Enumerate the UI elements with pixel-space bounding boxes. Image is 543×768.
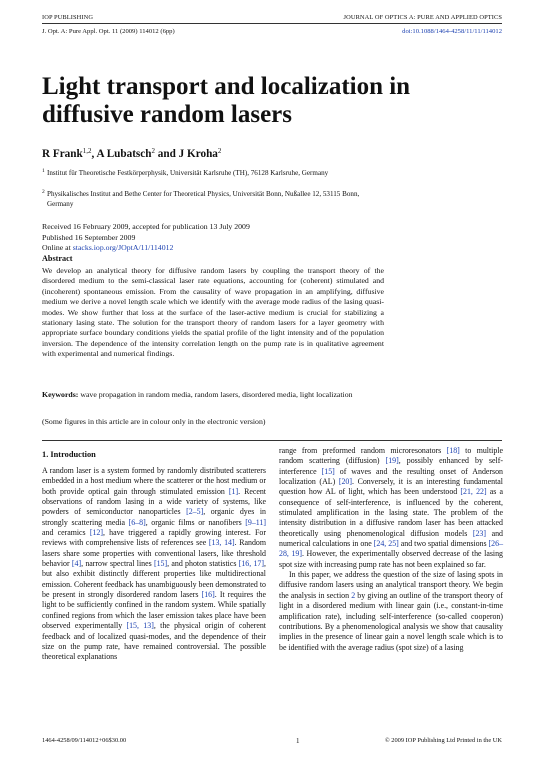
affiliation (42, 190, 372, 210)
copyright: © 2009 IOP Publishing Ltd Printed in the UK (384, 737, 502, 744)
left-column (42, 466, 266, 663)
abstract-heading: Abstract (42, 254, 73, 263)
citation-link[interactable]: [15] (153, 559, 168, 569)
publisher-name: IOP PUBLISHING (42, 14, 94, 21)
section-heading: 1. Introduction (42, 450, 96, 459)
author-affil-mark: 1,2 (82, 147, 92, 155)
paragraph: A random laser is a system formed by randomly distributed scatterers embedded in a host medium where the scatterer or the host medium or both provide optical gain through stimulated emission [1]. Recent observations of random lasing in a wide variety of systems, like powders of semiconductor nanoparticles [2–5], organic dyes in strongly scattering media [6–8], organic films or nanofibers [9–11] and ceramics [12], have triggered a rapidly growing interest. For reviews with comprehensive lists of references see [13, 14]. Random lasers share some properties with conventional lasers, like threshold behavior [4], narrow spectral lines [15], and photon statistics [16, 17], but also exhibit distinctly different properties like multidirectional emission. Coherent feedback has unambiguously been demonstrated to be present in strongly disordered random lasers [16]. It requires the light to be sufficiently confined in the random system. While spatially confined regions from which the laser emission takes place have been observed experimentally [15, 13], the physical origin of coherent feedback and of localized quasi-modes, and the dependence of their size on the pump rate, have remained controversial. The possible theoretical explanations (42, 466, 267, 662)
colour-note: (Some figures in this article are in colour only in the electronic version) (42, 417, 266, 426)
citation-link[interactable]: [19] (385, 456, 399, 466)
citation-link[interactable]: [4] (71, 559, 82, 569)
header-rule (42, 23, 502, 24)
citation-link[interactable]: [13, 14] (208, 538, 235, 548)
citation-link[interactable]: [6–8] (128, 517, 146, 527)
doi-link[interactable]: doi:10.1088/1464-4258/11/11/114012 (402, 28, 502, 35)
author-affil-mark: 2 (217, 147, 222, 155)
citation-link[interactable]: [23] (472, 528, 487, 538)
received-date: Received 16 February 2009, accepted for publication 13 July 2009 (42, 222, 250, 231)
citation-link[interactable]: [24, 25] (373, 539, 399, 549)
paragraph: range from preformed random microresonators [18] to multiple random scattering (diffusion) [19], possibly enhanced by self-interference [15] of waves and the resulting onset of Anderson localization (AL) [20]. Conversely, it is an interesting fundamental question how AL of light, which has been understood [21, 22] as a consequence of self-interference, is influenced by the coherent, stimulated amplification in the lasing state. The problem of the intensity distribution in a diffusive random laser has been attacked theoretically using phenomenological diffusion models [23] and numerical calculations in one [24, 25] and two spatial dimensions [26–28, 19]. However, the experimentally observed decrease of the lasing spot size with increasing pump rate has not been explained so far. (279, 446, 504, 569)
keywords-text: wave propagation in random media, random lasers, disordered media, light localization (78, 390, 353, 399)
paragraph: In this paper, we address the question of the size of lasing spots in diffusive random lasers using an analytical transport theory. We begin the analysis in section 2 by giving an outline of the transport theory of light in a disordered medium with linear gain (i.e., constant-in-time amplification rate), including self-interference (so-called cooperon) contributions. By a phenomenological analysis we show that causality implies in the presence of linear gain a novel length scale which is to be identified with the average radius (spot size) of a lasing (279, 570, 503, 652)
citation-link[interactable]: [16, 17] (238, 559, 264, 569)
citation-link[interactable]: [1] (228, 486, 239, 496)
affiliation-text: Institut für Theoretische Festkörperphysik, Universität Karlsruhe (TH), 76128 Karlsruhe, Germany (47, 169, 329, 177)
online-label: Online at (42, 243, 73, 253)
page-number: 1 (296, 737, 300, 745)
citation-link[interactable]: [12] (89, 528, 103, 538)
author-name: A Lubatsch (96, 148, 152, 160)
citation-link[interactable]: [21, 22] (460, 487, 487, 497)
citation-link[interactable]: [18] (446, 446, 460, 455)
affiliation-number: 2 (42, 189, 45, 195)
keywords-label: Keywords: (42, 390, 79, 399)
online-line (42, 243, 250, 254)
abstract-text: We develop an analytical theory for diffusive random lasers by coupling the transport theory of the disordered medium to the semi-classical laser rate equations, accounting for (coherent) stimulated and (incoherent) spontaneous emission. From the causality of wave propagation in an amplifying, diffusive medium we derive a novel length scale which we identify with the average mode radius of the lasing quasi-modes. We show further that loss at the surface of the laser-active medium is crucial for stabilizing a stationary lasing state. The solution for the transport theory of random lasers for a layer geometry with appropriate surface boundary conditions yields the spatial profile of the light intensity and of the population inversion. The dependence of the intensity correlation length on the pump rate is in qualitative agreement with experimental and numerical findings. (42, 266, 384, 359)
author-name: R Frank (42, 148, 83, 160)
author-separator: and (154, 148, 179, 160)
right-column (279, 446, 503, 653)
online-link[interactable]: stacks.iop.org/JOptA/11/114012 (72, 243, 174, 253)
author-name: J Kroha (178, 148, 218, 160)
author-separator: , (91, 148, 97, 160)
issn-code: 1464-4258/09/114012+06$30.00 (42, 737, 127, 744)
section-rule (42, 440, 502, 441)
citation-link[interactable]: [2–5] (186, 507, 204, 517)
affiliation-text: Physikalisches Institut and Bethe Center for Theoretical Physics, Universität Bonn, Nußallee 12, 53115 Bonn, Germany (47, 190, 360, 208)
journal-name: JOURNAL OF OPTICS A: PURE AND APPLIED OPTICS (343, 14, 502, 21)
published-date: Published 16 September 2009 (42, 232, 136, 242)
citation-link[interactable]: [20] (338, 477, 352, 487)
section-link[interactable]: 2 (351, 590, 356, 600)
journal-citation: J. Opt. A: Pure Appl. Opt. 11 (2009) 114012 (6pp) (42, 28, 175, 35)
affiliation (42, 169, 372, 179)
publication-dates (42, 222, 250, 254)
citation-link[interactable]: [15, 13] (126, 621, 154, 631)
author-list (42, 147, 221, 160)
affiliation-number: 1 (42, 168, 45, 174)
paper-title: Light transport and localization in diffusive random lasers (42, 73, 411, 128)
keywords (42, 390, 362, 400)
citation-link[interactable]: [16] (201, 590, 215, 600)
author-affil-mark: 2 (151, 147, 155, 155)
citation-link[interactable]: [15] (321, 466, 335, 476)
citation-link[interactable]: [9–11] (245, 517, 267, 527)
citation-link[interactable]: [26–28, 19] (279, 539, 504, 559)
